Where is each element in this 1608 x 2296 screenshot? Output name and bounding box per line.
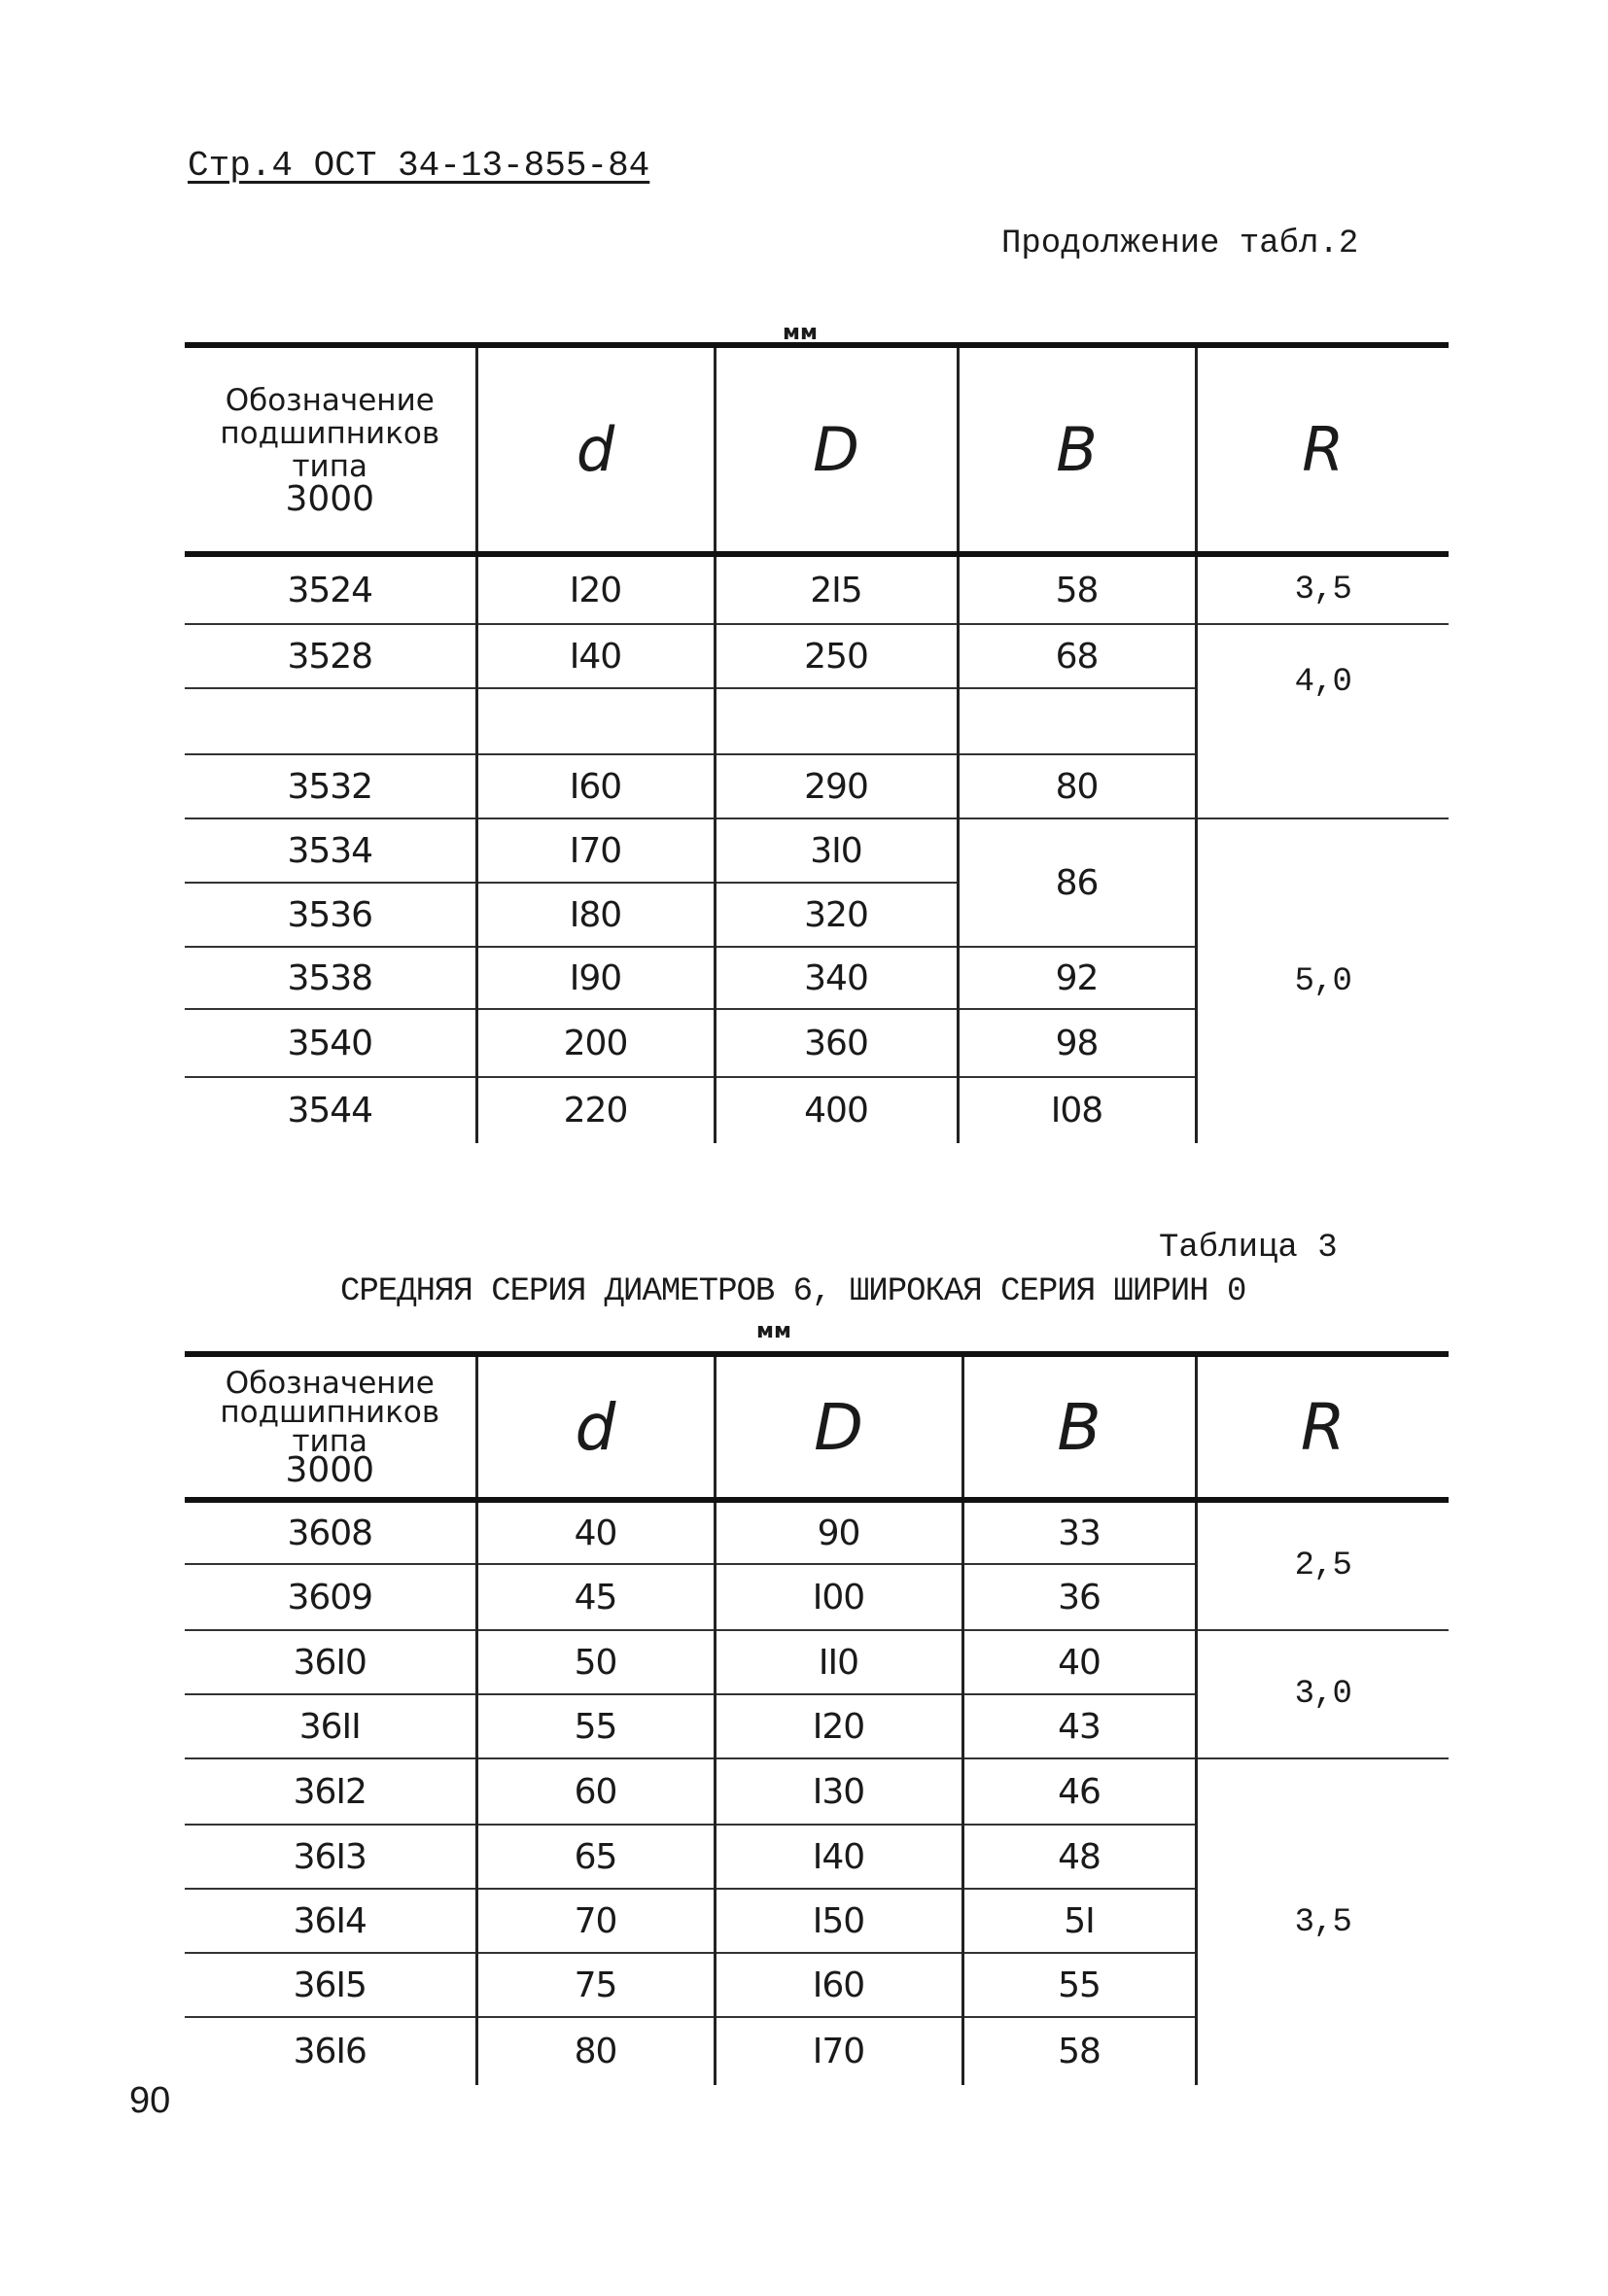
cell-D: II0 (715, 1630, 962, 1694)
cell-designation: 36I6 (293, 2032, 367, 2071)
cell-B: 33 (962, 1500, 1196, 1564)
cell-D: I50 (715, 1889, 962, 1953)
table2-header-designation: Обозначение подшипников типа 3000 (185, 345, 476, 554)
cell-B: 68 (958, 624, 1196, 688)
cell-B: 58 (962, 2017, 1196, 2085)
cell-d: I90 (476, 947, 715, 1009)
table-row (185, 554, 1449, 624)
cell-B: 80 (958, 754, 1196, 818)
cell-B: 98 (958, 1009, 1196, 1077)
cell-d: 55 (476, 1694, 715, 1758)
cell-R: 4,0 (1196, 624, 1449, 818)
cell-D (715, 688, 958, 754)
cell-d: I80 (476, 883, 715, 947)
cell-designation: 36II (185, 1694, 476, 1758)
table2-unit: мм (783, 321, 818, 345)
cell-designation: 36I4 (185, 1889, 476, 1953)
cell-R: 3,5 (1196, 1758, 1449, 2085)
cell-B: 48 (962, 1825, 1196, 1889)
table3-title: СРЕДНЯЯ СЕРИЯ ДИАМЕТРОВ 6, ШИРОКАЯ СЕРИЯ ШИРИН 0 (340, 1273, 1246, 1310)
cell-B: 36 (962, 1564, 1196, 1630)
cell-D: 360 (715, 1009, 958, 1077)
cell-B: 92 (958, 947, 1196, 1009)
cell-B: 5I (962, 1889, 1196, 1953)
cell-D: 340 (715, 947, 958, 1009)
table3-header-row (185, 1354, 1449, 1500)
cell-D: I70 (715, 2017, 962, 2085)
cell-D: I60 (715, 1953, 962, 2017)
cell-d: 40 (476, 1500, 715, 1564)
table3-header-B: B (962, 1354, 1196, 1500)
table-row (185, 1630, 1449, 1694)
cell-designation: 36I0 (185, 1630, 476, 1694)
table3-caption: Таблица 3 (1159, 1230, 1338, 1267)
cell-d (476, 688, 715, 754)
table2 (185, 342, 1449, 1143)
table2-header-B: B (958, 345, 1196, 554)
cell-designation: 3609 (185, 1564, 476, 1630)
cell-d: I20 (476, 554, 715, 624)
cell-designation: 3544 (287, 1091, 373, 1131)
cell-R: 3,5 (1196, 554, 1449, 624)
cell-R: 3,0 (1196, 1630, 1449, 1758)
cell-designation: 3608 (185, 1500, 476, 1564)
cell-B: 58 (958, 554, 1196, 624)
table2-header-d: d (476, 345, 715, 554)
table2-header-D: D (715, 345, 958, 554)
cell-B: 55 (962, 1953, 1196, 2017)
cell-d: 75 (476, 1953, 715, 2017)
cell-R: 5,0 (1196, 818, 1449, 1143)
cell-D: 400 (715, 1077, 958, 1143)
cell-designation: 3524 (185, 554, 476, 624)
cell-designation: 3540 (185, 1009, 476, 1077)
cell-D: 290 (715, 754, 958, 818)
cell-designation: 36I2 (185, 1758, 476, 1825)
cell-d: I60 (476, 754, 715, 818)
cell-designation: 3534 (185, 818, 476, 883)
table3-header-R: R (1196, 1354, 1449, 1500)
cell-D: I20 (715, 1694, 962, 1758)
table3 (185, 1351, 1449, 2085)
table-continuation-label: Продолжение табл.2 (1001, 226, 1359, 262)
cell-D: 250 (715, 624, 958, 688)
table3-header-D: D (715, 1354, 962, 1500)
cell-designation (185, 688, 476, 754)
cell-B (958, 688, 1196, 754)
table-row (185, 1758, 1449, 1825)
table3-header-d: d (476, 1354, 715, 1500)
table-row (185, 818, 1449, 883)
cell-R: 2,5 (1196, 1500, 1449, 1630)
cell-d: 45 (476, 1564, 715, 1630)
page-header: Стр.4 ОСТ 34-13-855-84 (188, 146, 650, 186)
cell-designation: 36I5 (185, 1953, 476, 2017)
cell-d: 220 (476, 1077, 715, 1143)
table3-unit: мм (756, 1319, 791, 1343)
cell-B: 46 (962, 1758, 1196, 1825)
cell-B: 86 (958, 818, 1196, 947)
table3-header-designation: Обозначение подшипников типа 3000 (185, 1354, 476, 1500)
cell-D: 320 (715, 883, 958, 947)
cell-d: 70 (476, 1889, 715, 1953)
cell-B: I08 (958, 1077, 1196, 1143)
cell-d: 200 (476, 1009, 715, 1077)
cell-designation: 3532 (185, 754, 476, 818)
cell-designation: 3538 (185, 947, 476, 1009)
cell-D: 2I5 (715, 554, 958, 624)
table-row (185, 624, 1449, 688)
cell-D: I30 (715, 1758, 962, 1825)
cell-D: I40 (715, 1825, 962, 1889)
cell-d: 60 (476, 1758, 715, 1825)
table-row (185, 1500, 1449, 1564)
cell-D: 3I0 (715, 818, 958, 883)
cell-designation: 3528 (185, 624, 476, 688)
cell-d: 50 (476, 1630, 715, 1694)
cell-d: I40 (476, 624, 715, 688)
table2-header-row (185, 345, 1449, 554)
cell-d: 80 (476, 2017, 715, 2085)
cell-designation: 3536 (185, 883, 476, 947)
cell-D: I00 (715, 1564, 962, 1630)
cell-designation: 36I3 (185, 1825, 476, 1889)
page-number: 90 (129, 2080, 171, 2121)
cell-B: 43 (962, 1694, 1196, 1758)
cell-B: 40 (962, 1630, 1196, 1694)
cell-D: 90 (715, 1500, 962, 1564)
cell-d: I70 (476, 818, 715, 883)
cell-d: 65 (476, 1825, 715, 1889)
table2-header-R: R (1196, 345, 1449, 554)
